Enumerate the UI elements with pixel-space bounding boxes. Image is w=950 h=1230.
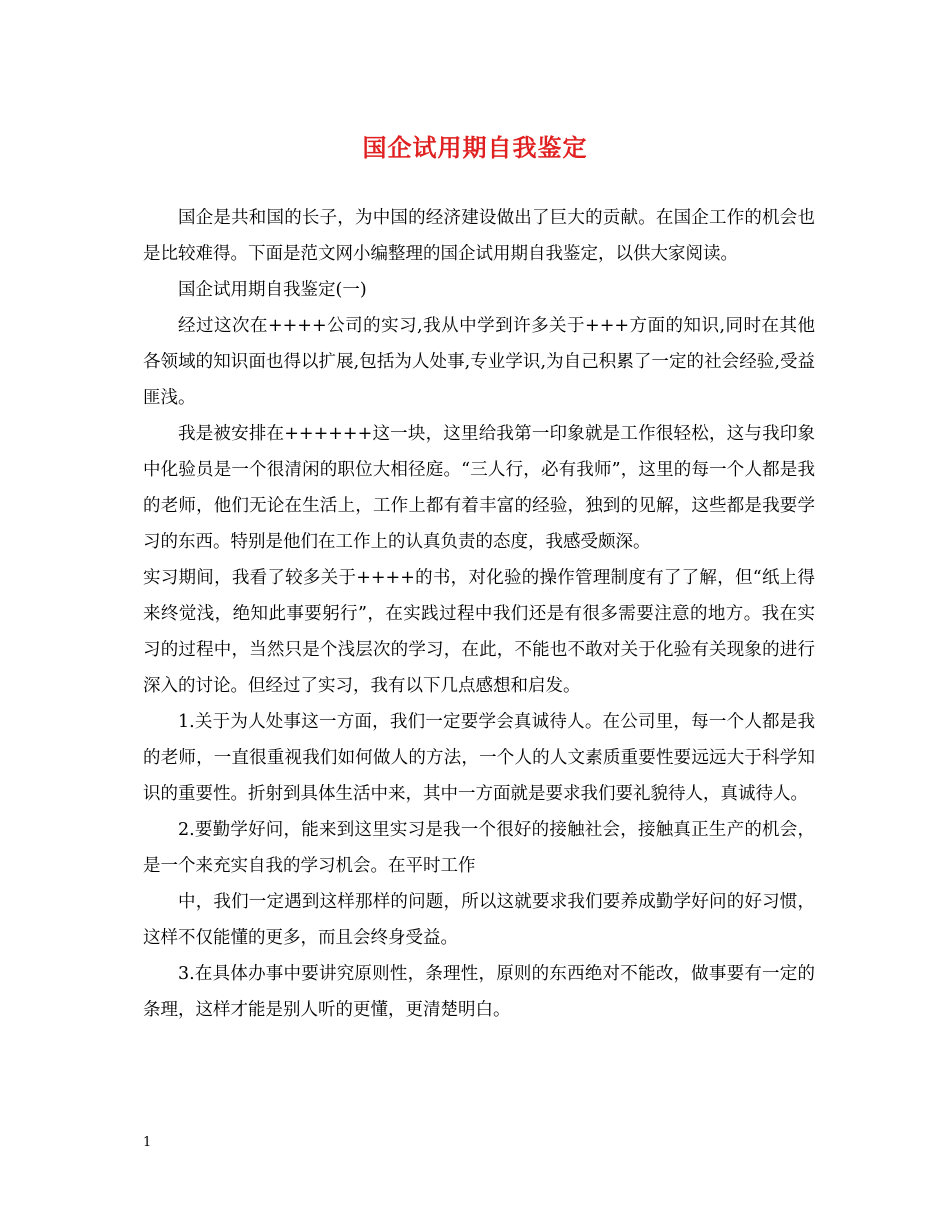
numbered-paragraph: 3.在具体办事中要讲究原则性，条理性，原则的东西绝对不能改，做事要有一定的条理，这样才能是别人听的更懂，更清楚明白。 — [143, 964, 815, 1020]
section-heading: 国企试用期自我鉴定(一) — [178, 280, 367, 300]
body-paragraph: 中，我们一定遇到这样那样的问题，所以这就要求我们要养成勤学好问的好习惯，这样不仅能懂的更多，而且会终身受益。 — [143, 892, 815, 948]
body-paragraph: 经过这次在++++公司的实习,我从中学到许多关于+++方面的知识,同时在其他各领域的知识面也得以扩展,包括为人处事,专业学识,为自己积累了一定的社会经验,受益匪浅。 — [143, 316, 815, 408]
body-paragraph: 实习期间，我看了较多关于++++的书，对化验的操作管理制度有了了解，但“纸上得来终觉浅，绝知此事要躬行”，在实践过程中我们还是有很多需要注意的地方。我在实习的过程中，当然只是个浅层次的学习，在此，不能也不敢对关于化验有关现象的进行深入的讨论。但经过了实习，我有以下几点感想和启发。 — [143, 568, 815, 696]
document-body — [143, 200, 815, 1028]
numbered-paragraph: 1.关于为人处事这一方面，我们一定要学会真诚待人。在公司里，每一个人都是我的老师，一直很重视我们如何做人的方法，一个人的人文素质重要性要远远大于科学知识的重要性。折射到具体生活中来，其中一方面就是要求我们要礼貌待人，真诚待人。 — [143, 712, 815, 804]
document-title: 国企试用期自我鉴定 — [362, 133, 588, 162]
page-number: 1 — [143, 1135, 152, 1150]
body-paragraph: 我是被安排在++++++这一块，这里给我第一印象就是工作很轻松，这与我印象中化验员是一个很清闲的职位大相径庭。“三人行，必有我师”，这里的每一个人都是我的老师，他们无论在生活上，工作上都有着丰富的经验，独到的见解，这些都是我要学习的东西。特别是他们在工作上的认真负责的态度，我感受颇深。 — [143, 424, 815, 552]
intro-paragraph: 国企是共和国的长子，为中国的经济建设做出了巨大的贡献。在国企工作的机会也是比较难得。下面是范文网小编整理的国企试用期自我鉴定，以供大家阅读。 — [143, 208, 815, 264]
numbered-paragraph: 2.要勤学好问，能来到这里实习是我一个很好的接触社会，接触真正生产的机会，是一个来充实自我的学习机会。在平时工作 — [143, 820, 815, 876]
